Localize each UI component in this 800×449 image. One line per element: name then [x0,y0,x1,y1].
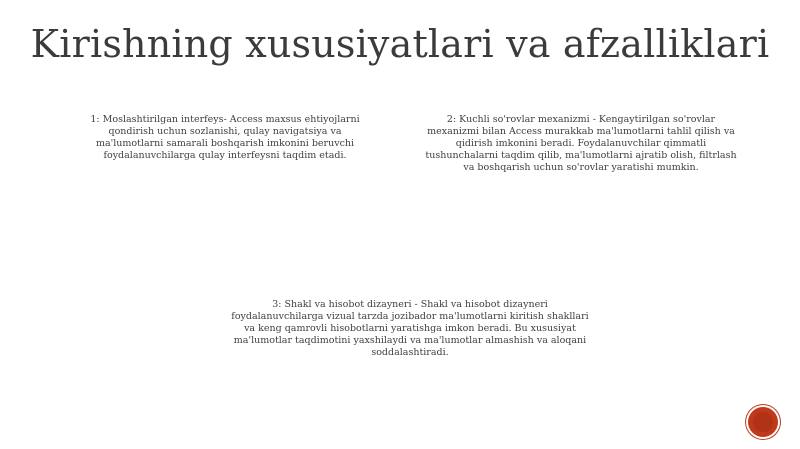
slide-title: Kirishning xususiyatlari va afzalliklari [30,22,770,66]
next-slide-button[interactable] [748,407,778,437]
feature-block-3: 3: Shakl va hisobot dizayneri - Shakl va hisobot dizayneri foydalanuvchilarga vizual tarzda jozibador ma'lumotlarni kiritish shakllari va keng qamrovli hisobotlarni yaratishga imkon beradi. Bu xususiyat ma'lumotlar taqdimotini yaxshilaydi va ma'lumotlar almashish va aloqani soddalashtiradi. [231,299,589,358]
feature-block-2: 2: Kuchli so'rovlar mexanizmi - Kengaytirilgan so'rovlar mexanizmi bilan Access murakkab ma'lumotlarni tahlil qilish va qidirish imkonini beradi. Foydalanuvchilar qimmatli tushunchalarni taqdim qilib, ma'lumotlarni ajratib olish, filtrlash va boshqarish uchun so'rovlar yaratishi mumkin. [425,114,737,173]
feature-block-1: 1: Moslashtirilgan interfeys- Access maxsus ehtiyojlarni qondirish uchun sozlanishi, qulay navigatsiya va ma'lumotlarni samarali boshqarish imkonini beruvchi foydalanuvchilarga qulay interfeysni taqdim etadi. [90,114,360,161]
circle-icon [753,412,773,432]
